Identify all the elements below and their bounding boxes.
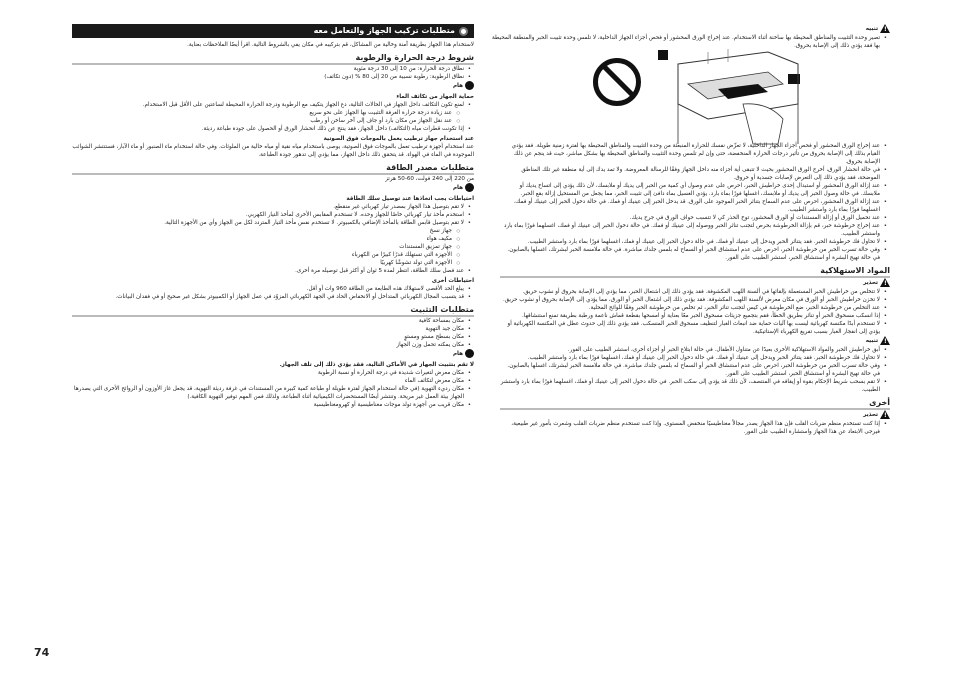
caution-list <box>491 34 890 50</box>
list-item: • لا تحاول فك خرطوشة الحبر. فقد يتناثر الحبر ويدخل إلى عينيك أو فمك. في حالة دخول الحبر إلى عينيك أو فمك، اغسلهما فورًا بماء بارد واستشر الطبيب. <box>500 354 880 362</box>
consumables-heading: المواد الاستهلاكية <box>500 266 890 278</box>
list-item: • لا تقم بتوصيل هذا الجهاز بمصدر تيار كهربائي غير منقطع. <box>72 203 464 211</box>
list-item: • قد يتسبب المجال الكهربائي المتداخل أو الانخفاض الحاد في الجهد الكهربائي المزوّد في عمل الجهاز أو الكمبيوتر بشكل غير صحيح أو في فقدان البيانات. <box>72 293 464 301</box>
list-item: • في حالة انحشار الورق، أخرج الورق المحشور بحيث لا تتبقى أية أجزاء منه داخل الجهاز وفقًا للرسالة المعروضة. ولا تمد يدك إلى أية منطقة غير تلك المناطق الموضحة، فقد يؤدي ذلك إلى التعرض لإصابات جسدية أو حروق. <box>500 166 880 182</box>
list-item: • لا تقم بسحب شريط الإحكام بقوة أو إيقافه في المنتصف، لأن ذلك قد يؤدي إلى سكب الحبر. في حالة دخول الحبر إلى عينيك أو فمك، اغسلهما فورًا بماء بارد واستشر الطبيب. <box>500 378 880 394</box>
section-banner <box>72 24 474 38</box>
warning-icon <box>880 410 890 419</box>
list-item: • إذا كنت تستخدم منظم ضربات القلب فإن هذا الجهاز يصدر مجالاً مغناطيسيًا منخفض المستوى. وإذا كنت تستخدم منظم ضربات القلب وشعرت بأمور غير طبيعية، فيرجى الابتعاد عن هذا الجهاز واستشارة الطبيب على الفور. <box>500 420 880 436</box>
noinstall-heading: لا تقم بتثبيت الجهاز في الأماكن التالية، فقد يؤدي ذلك إلى تلف الجهاز. <box>279 362 474 368</box>
list-item: ○ جهاز تمزيق المستندات <box>72 243 452 251</box>
intro-text: لاستخدام هذا الجهاز بطريقة آمنة وخالية من المشاكل، قم بتركيبه في مكان يفي بالشروط التالية. اقرأ أيضًا الملاحظات بعناية. <box>187 42 474 48</box>
install-list <box>72 317 474 349</box>
list-item: • مكان جيد التهوية <box>72 325 464 333</box>
cond-list <box>72 101 474 109</box>
caution-icon <box>880 24 890 33</box>
list-item: ○ عند نقل الجهاز من مكان بارد أو جاف إلى آخر ساخن أو رطب <box>72 117 452 125</box>
list-item: • عند إخراج خرطوشة حبر، قم بإزالة الخرطوشة بحرص لتجنب تناثر الحبر ووصوله إلى عينيك أو فمك. في حالة دخول الحبر إلى عينيك أو فمك، اغسلهما فورًا بماء بارد واستشر الطبيب. <box>500 222 880 238</box>
list-item: • لا تتخلص من خراطيش الحبر المستعملة بإلقائها في ألسنة اللهب المكشوفة. فقد يؤدي ذلك إلى اشتعال الحبر، مما يؤدي إلى الإصابة بحروق أو نشوب حريق. <box>500 288 880 296</box>
page-number: 74 <box>34 646 50 659</box>
list-item: • مكان بمساحة كافية <box>72 317 464 325</box>
cond-sub-list <box>72 109 474 125</box>
power-spec: من 220 إلى 240 فولت، 60-50 هرتز <box>385 176 474 182</box>
list-item: • عند إزالة الورق المحشور، احرص على عدم السماح بتناثر الحبر الموجود على الورق. قد يدخل الحبر إلى عينيك أو فمك. في حالة دخول الحبر إلى عينيك أو فمك، اغسلهما فورًا بماء بارد واستشر الطبيب. <box>500 198 880 214</box>
other-prec-heading: احتياطات أخرى <box>431 278 474 284</box>
power-list <box>72 203 474 227</box>
right-column <box>491 24 890 436</box>
list-item: • عند فصل سلك الطاقة، انتظر لمدة 5 ثوان أو أكثر قبل توصيله مرة أخرى. <box>72 267 464 275</box>
cond-heading: حماية الجهاز من تكاثف الماء <box>396 94 474 100</box>
list-item: • وفي حالة تسرب الحبر من خرطوشة الحبر، احرص على عدم استنشاق الحبر أو السماح له بلمس جلدك مباشرة. في حالة ملامسة الحبر لبشرتك، اغسلها بالصابون. في حالة تهيج البشرة أو استنشاق الحبر، استشر الطبيب على الفور. <box>500 362 880 378</box>
power-sub-heading: احتياطات يجب اتخاذها عند توصيل سلك الطاقة <box>346 196 474 202</box>
list-item: • عند التخلص من خرطوشة الحبر، ضع الخرطوشة في كيس لتجنب تناثر الحبر، ثم تخلص من خرطوشة الحبر وفقًا للوائح المحلية. <box>500 304 880 312</box>
list-item: • عند إزالة الورق المحشور أو استبدال إحدى خراطيش الحبر، احرص على عدم وصول أي كمية من الحبر إلى يديك أو ملابسك، لأن ذلك يؤدي إلى اتساخ يديك أو ملابسك. في حالة وصول الحبر إلى يديك أو ملابسك، اغسلها فورًا بماء بارد. يؤدي الغسيل بماء دافئ إلى تثبيت الحبر، مما يجعل من المستحيل إزالة بقع الحبر. <box>500 182 880 198</box>
list-item: • وفي حالة تسرب الحبر من خرطوشة الحبر، احرص على عدم استنشاق الحبر أو السماح له بلمس جلدك مباشرة. في حالة ملامسة الحبر لبشرتك، اغسلها بالصابون. في حالة تهيج البشرة أو استنشاق الحبر، استشر الطبيب على الفور. <box>500 246 880 262</box>
list-item: ○ جهاز نسخ <box>72 227 452 235</box>
power-last-list <box>72 267 474 275</box>
important-label: هام <box>452 83 464 89</box>
temp-list <box>72 65 474 81</box>
caution2-list <box>500 346 890 394</box>
caution-icon <box>880 336 890 345</box>
list-item: • مكان بسطح مستو ومستوٍ <box>72 333 464 341</box>
warning-list <box>500 288 890 336</box>
list-item: • مكان قريب من أجهزة تولد موجات مغناطيسية أو كهرومغناطيسية <box>72 401 464 409</box>
list-item: ○ الأجهزة التي تستهلك قدرًا كبيرًا من الكهرباء <box>72 251 452 259</box>
others-heading: أخرى <box>500 398 890 410</box>
warning-label: تحذير <box>863 280 879 286</box>
list-item: • إذا انسكب مسحوق الحبر أو تناثر بطريق الخطأ، فقم بتجميع جزيئات مسحوق الحبر معًا بعناية أو امسحها بقطعة قماش ناعمة ورطبة بطريقة تمنع استنشاقها. <box>500 312 880 320</box>
section-bullet-icon <box>459 27 468 36</box>
cond-extra-list <box>72 125 474 133</box>
list-item: • لا تخزن خراطيش الحبر أو الورق في مكان معرض لألسنة اللهب المكشوفة. فقد يؤدي ذلك إلى اشتعال الحبر أو الورق، مما يؤدي إلى الإصابة بحروق أو نشوب حريق. <box>500 296 880 304</box>
important-icon <box>465 81 474 90</box>
other-list <box>72 285 474 301</box>
important-label: هام <box>452 185 464 191</box>
important-icon <box>465 349 474 358</box>
ultra-heading: عند استخدام جهاز ترطيب يعمل بالموجات فوق الصوتية <box>323 136 474 142</box>
list-item: • إذا تكونت قطرات مياه (التكاثف) داخل الجهاز، فقد ينتج عن ذلك انحشار الورق أو الحصول على جودة طباعة رديئة. <box>72 125 464 133</box>
list-item: • لا تقم بتوصيل قابس الطاقة بالمأخذ الإضافي بالكمبيوتر. لا تستخدم نفس مأخذ التيار المتردد لكل من الجهاز وأي من الأجهزة التالية. <box>72 219 464 227</box>
important-label: هام <box>452 351 464 357</box>
list-item: • نطاق الرطوبة: رطوبة نسبية من 20 إلى 80 % (دون تكاثف) <box>72 73 464 81</box>
list-item: ○ مكيف هواء <box>72 235 452 243</box>
others-list <box>500 420 890 436</box>
list-item: • نطاق درجة الحرارة: من 10 إلى 30 درجة مئوية <box>72 65 464 73</box>
list-item: • تصير وحدة التثبيت والمناطق المحيطة بها ساخنة أثناء الاستخدام. عند إخراج الورق المحشور أو فحص أجزاء الجهاز الداخلية، لا تلمس وحدة تثبيت الحبر والمنطقة المحيطة بها فقد يؤدي ذلك إلى الإصابة بحروق. <box>490 34 880 50</box>
caution-label: تنبيه <box>865 26 879 32</box>
noinstall-list <box>72 369 474 409</box>
ultra-text: عند استخدام أجهزة ترطيب تعمل بالموجات فوق الصوتية، يوصى باستخدام مياه نقية أو مياه خالية من الملوثات. وفي حالة استخدام ماء الصنبور أو ماء الآبار، فستنتشر الشوائب الموجودة في الماء في الهواء. قد يتحقق ذلك داخل الجهاز، مما يؤدي إلى تدهور جودة الطباعة. <box>72 144 474 158</box>
list-item: • يبلغ الحد الأقصى لاستهلاك هذه الطابعة من الطاقة 960 وات أو أقل. <box>72 285 464 293</box>
right-items-list <box>500 142 890 262</box>
caution-label: تنبيه <box>865 338 879 344</box>
install-heading: متطلبات التثبيت <box>72 305 474 317</box>
list-item: • عند تحميل الورق أو إزالة المستندات أو الورق المحشور، توخ الحذر كي لا تتسبب حواف الورق في جرح يديك. <box>500 214 880 222</box>
list-item: • لا تستخدم أبدًا مكنسة كهربائية ليست بها آليات حماية ضد انبعاث الغبار لتنظيف مسحوق الحبر المنسكب. فقد يؤدي ذلك إلى حدوث عطل في المكنسة الكهربائية أو يؤدي إلى انفجار الغبار بسبب تفريغ الكهرباء الإستاتيكية. <box>500 320 880 336</box>
list-item: • مكان يمكنه تحمل وزن الجهاز <box>72 341 464 349</box>
list-item: ○ الأجهزة التي تولد تشوشًا كهربيًا <box>72 259 452 267</box>
list-item: • عند إخراج الورق المحشور أو فحص أجزاء الجهاز الداخلية، لا تعرِّض نفسك للحرارة المنبعثة من وحدة التثبيت والمناطق المحيطة بها لفترة زمنية طويلة. فقد يؤدي القيام بذلك إلى الإصابة بحروق من تأثير درجات الحرارة المنخفضة، حتى وإن لم تلمس وحدة التثبيت والمناطق المحيطة بها بشكل مباشر، حيث قد ينجم عن ذلك الإصابة بحروق. <box>500 142 880 166</box>
list-item: • مكان معرض لتغيرات شديدة في درجة الحرارة أو نسبة الرطوبة <box>72 369 464 377</box>
list-item: • مكان رديء التهوية (في حالة استخدام الجهاز لفترة طويلة أو طباعة كمية كبيرة من المستندات في غرفة رديئة التهوية، قد يجعل غاز الأوزون أو الروائح الأخرى التي يصدرها الجهاز بيئة العمل غير مريحة. وتنتشر أيضًا المستحضرات الكيميائية أثناء الطباعة، ولذلك فمن المهم توفير التهوية الكافية.) <box>72 385 464 401</box>
list-item: • مكان معرض لتكاثف الماء <box>72 377 464 385</box>
warning-label: تحذير <box>863 412 879 418</box>
list-item: • استخدم مأخذ تيار كهربائي خاصًا للجهاز وحده. لا تستخدم المقابس الأخرى لمأخذ التيار الكهربي. <box>72 211 464 219</box>
important-icon <box>465 183 474 192</box>
warning-icon <box>880 278 890 287</box>
left-column <box>72 24 474 409</box>
list-item: • لمنع تكون التكاثف داخل الجهاز في الحالات التالية، دع الجهاز يتكيف مع الرطوبة ودرجة الحرارة المحيطة لساعتين على الأقل قبل الاستخدام. <box>72 101 464 109</box>
temp-heading: شروط درجة الحرارة والرطوبة <box>72 53 474 65</box>
power-heading: متطلبات مصدر الطاقة <box>72 163 474 175</box>
list-item: • أبق خراطيش الحبر والمواد الاستهلاكية الأخرى بعيدًا عن متناول الأطفال. في حالة ابتلاع الحبر أو أجزاء أخرى، استشر الطبيب على الفور. <box>500 346 880 354</box>
banner-title: متطلبات تركيب الجهاز والتعامل معه <box>313 26 455 35</box>
list-item: • لا تحاول فك خرطوشة الحبر. فقد يتناثر الحبر ويدخل إلى عينيك أو فمك. في حالة دخول الحبر إلى عينيك أو فمك، اغسلهما فورًا بماء بارد واستشر الطبيب. <box>500 238 880 246</box>
list-item: ○ عند زيادة درجة حرارة الغرفة التثبيت بها الجهاز على نحو سريع <box>72 109 452 117</box>
power-sub-list <box>72 227 474 267</box>
